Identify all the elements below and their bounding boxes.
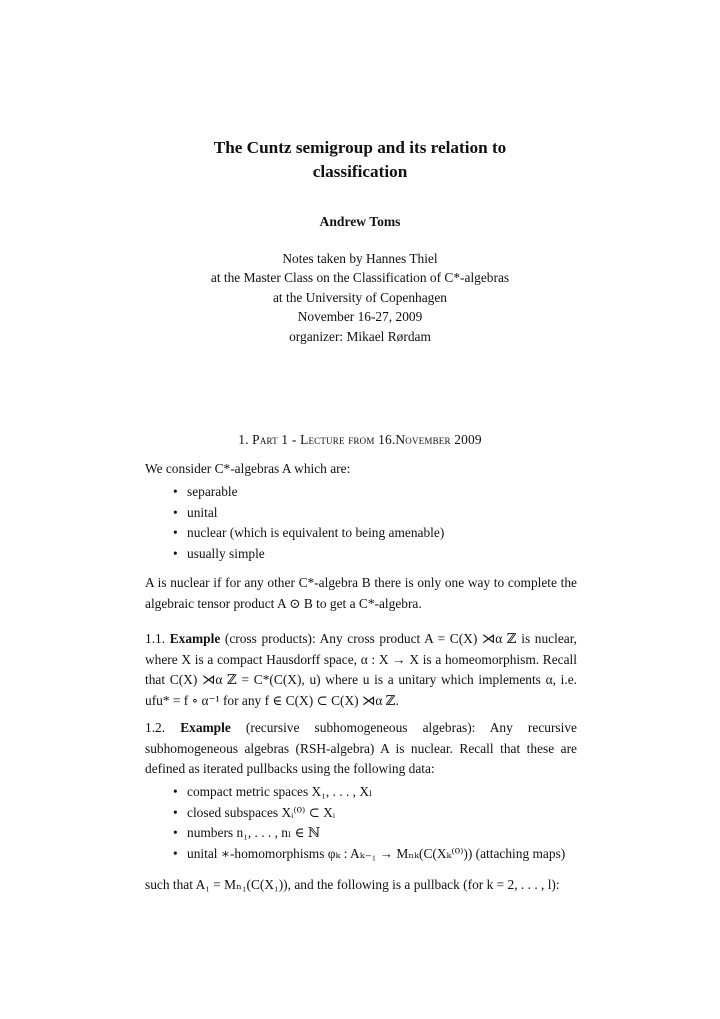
- list-item: • closed subspaces Xᵢ⁽⁰⁾ ⊂ Xᵢ: [145, 803, 577, 824]
- title-line-1: The Cuntz semigroup and its relation to: [213, 138, 507, 157]
- author-name: Andrew Toms: [319, 214, 401, 229]
- example-1-topic: (cross products):: [224, 631, 316, 646]
- list-item: • nuclear (which is equivalent to being amenable): [145, 523, 577, 544]
- list-item: • numbers n₁, . . . , nₗ ∈ ℕ: [145, 823, 577, 844]
- example-1: [145, 629, 577, 711]
- nuclear-definition: [145, 573, 577, 614]
- notes-line: organizer: Mikael Rørdam: [289, 328, 431, 344]
- list-item: • compact metric spaces X₁, . . . , Xₗ: [145, 782, 577, 803]
- notes-line: November 16-27, 2009: [297, 309, 423, 325]
- intro-list: [145, 482, 577, 564]
- paper-title: [0, 136, 720, 184]
- notes-line: at the Master Class on the Classification of C*-algebras: [210, 270, 510, 286]
- example-2-text: Any recursive subhomogeneous algebras (RSH-algebra) A is nuclear. Recall that these are defined as iterated pullbacks using the following data:: [145, 720, 577, 776]
- example-2-closing: [145, 875, 577, 896]
- example-2-list: [145, 782, 577, 864]
- example-1-label: Example: [169, 631, 221, 646]
- nuclear-definition-text: A is nuclear if for any other C*-algebra B there is only one way to complete the algebraic tensor product A ⊙ B to get a C*-algebra.: [145, 575, 577, 611]
- list-item: • unital: [145, 503, 577, 524]
- list-item: • usually simple: [145, 544, 577, 565]
- notes-line: at the University of Copenhagen: [272, 289, 448, 305]
- list-item: • separable: [145, 482, 577, 503]
- example-1-number: 1.1.: [145, 631, 166, 646]
- notes-block: [0, 249, 720, 346]
- title-line-2: classification: [312, 162, 408, 181]
- notes-line: Notes taken by Hannes Thiel: [282, 251, 438, 266]
- example-2: [145, 718, 577, 780]
- section-heading: 1. Part 1 - Lecture from 16.November 2009: [238, 432, 482, 447]
- example-2-closing-text: such that A₁ = Mₙ₁(C(X₁)), and the following is a pullback (for k = 2, . . . , l):: [145, 877, 560, 892]
- intro-paragraph: [145, 459, 577, 480]
- intro-text: We consider C*-algebras A which are:: [145, 461, 351, 476]
- example-2-label: Example: [180, 720, 231, 735]
- example-1-text: Any cross product A = C(X) ⋊α ℤ is nuclear, where X is a compact Hausdorff space, α : X → X is a homeomorphism. Recall that C(X) ⋊α ℤ = C*(C(X), u) where u is a unitary which implements α, i.e. ufu* = f ∘ α⁻¹ for any f ∈ C(X) ⊂ C(X) ⋊α ℤ.: [145, 631, 577, 708]
- example-2-number: 1.2.: [145, 720, 166, 735]
- example-2-topic: (recursive subhomogeneous algebras):: [245, 720, 476, 735]
- list-item: • unital ∗-homomorphisms φₖ : Aₖ₋₁ → Mₙₖ(C(Xₖ⁽⁰⁾)) (attaching maps): [145, 844, 577, 865]
